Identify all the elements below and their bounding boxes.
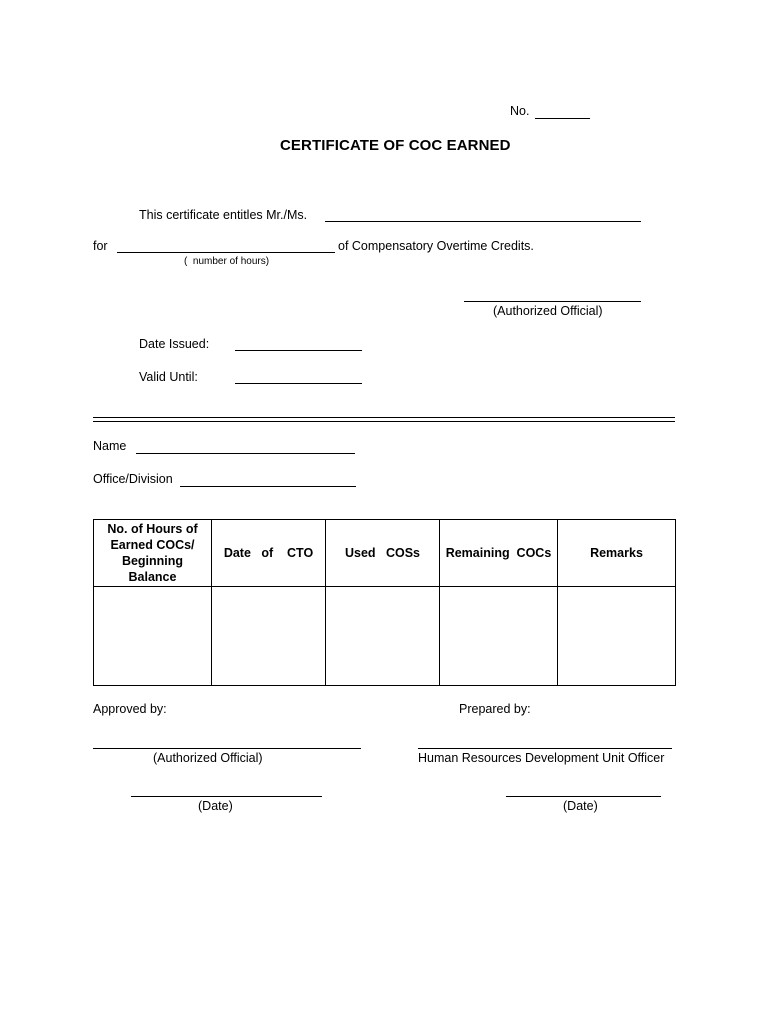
- office-division-label: Office/Division: [93, 472, 173, 486]
- column-header-hours-earned: [94, 520, 212, 587]
- valid-until-label: Valid Until:: [139, 370, 198, 384]
- office-division-field[interactable]: [180, 486, 356, 487]
- header-line: Earned COCs/: [110, 538, 195, 552]
- header-line: Remarks: [590, 546, 643, 560]
- prepared-date-label: (Date): [563, 799, 598, 813]
- prepared-by-label: Prepared by:: [459, 702, 531, 716]
- entitles-text: This certificate entitles Mr./Ms.: [139, 208, 308, 222]
- header-line: Date of CTO: [223, 546, 314, 560]
- prepared-by-officer-label: Human Resources Development Unit Officer: [418, 751, 665, 765]
- page-title: CERTIFICATE OF COC EARNED: [280, 137, 511, 154]
- header-line: Beginning: [121, 554, 184, 568]
- date-issued-label: Date Issued:: [139, 337, 210, 351]
- prepared-by-signature-line[interactable]: [418, 748, 672, 749]
- table-cell-date-of-cto[interactable]: [212, 587, 326, 686]
- table-cell-remarks[interactable]: [558, 587, 676, 686]
- section-divider: [93, 417, 675, 422]
- header-line: No. of Hours of: [107, 522, 198, 536]
- approved-by-official-label: (Authorized Official): [153, 751, 263, 765]
- prepared-date-field[interactable]: [506, 796, 661, 797]
- coc-ledger-table: [93, 519, 676, 686]
- number-of-hours-hint: [184, 256, 269, 267]
- approved-date-field[interactable]: [131, 796, 322, 797]
- table-row: [94, 587, 676, 686]
- header-line: Remaining COCs: [445, 546, 552, 560]
- credits-text: of Compensatory Overtime Credits.: [338, 239, 534, 253]
- table-cell-remaining-cocs[interactable]: [440, 587, 558, 686]
- valid-until-field[interactable]: [235, 383, 362, 384]
- hours-hint-paren: (: [184, 256, 188, 267]
- number-of-hours-blank[interactable]: [117, 252, 335, 253]
- name-label: Name: [93, 439, 127, 453]
- authorized-official-label: (Authorized Official): [493, 304, 603, 318]
- approved-by-label: Approved by:: [93, 702, 167, 716]
- table-cell-hours-earned[interactable]: [94, 587, 212, 686]
- column-header-date-of-cto: [212, 520, 326, 587]
- for-text: for: [93, 239, 108, 253]
- table-cell-used-cos[interactable]: [326, 587, 440, 686]
- certificate-number-label: No.: [510, 104, 530, 118]
- header-line: Balance: [128, 570, 177, 584]
- header-line: Used COSs: [344, 546, 421, 560]
- certificate-number-field[interactable]: [535, 118, 590, 119]
- name-field[interactable]: [136, 453, 355, 454]
- approved-by-signature-line[interactable]: [93, 748, 361, 749]
- approved-date-label: (Date): [198, 799, 233, 813]
- column-header-remarks: [558, 520, 676, 587]
- column-header-used-cos: [326, 520, 440, 587]
- column-header-remaining-cocs: [440, 520, 558, 587]
- date-issued-field[interactable]: [235, 350, 362, 351]
- table-header-row: [94, 520, 676, 587]
- employee-name-blank[interactable]: [325, 221, 641, 222]
- hours-hint-text: number of hours): [192, 256, 270, 267]
- authorized-official-signature-line[interactable]: [464, 301, 641, 302]
